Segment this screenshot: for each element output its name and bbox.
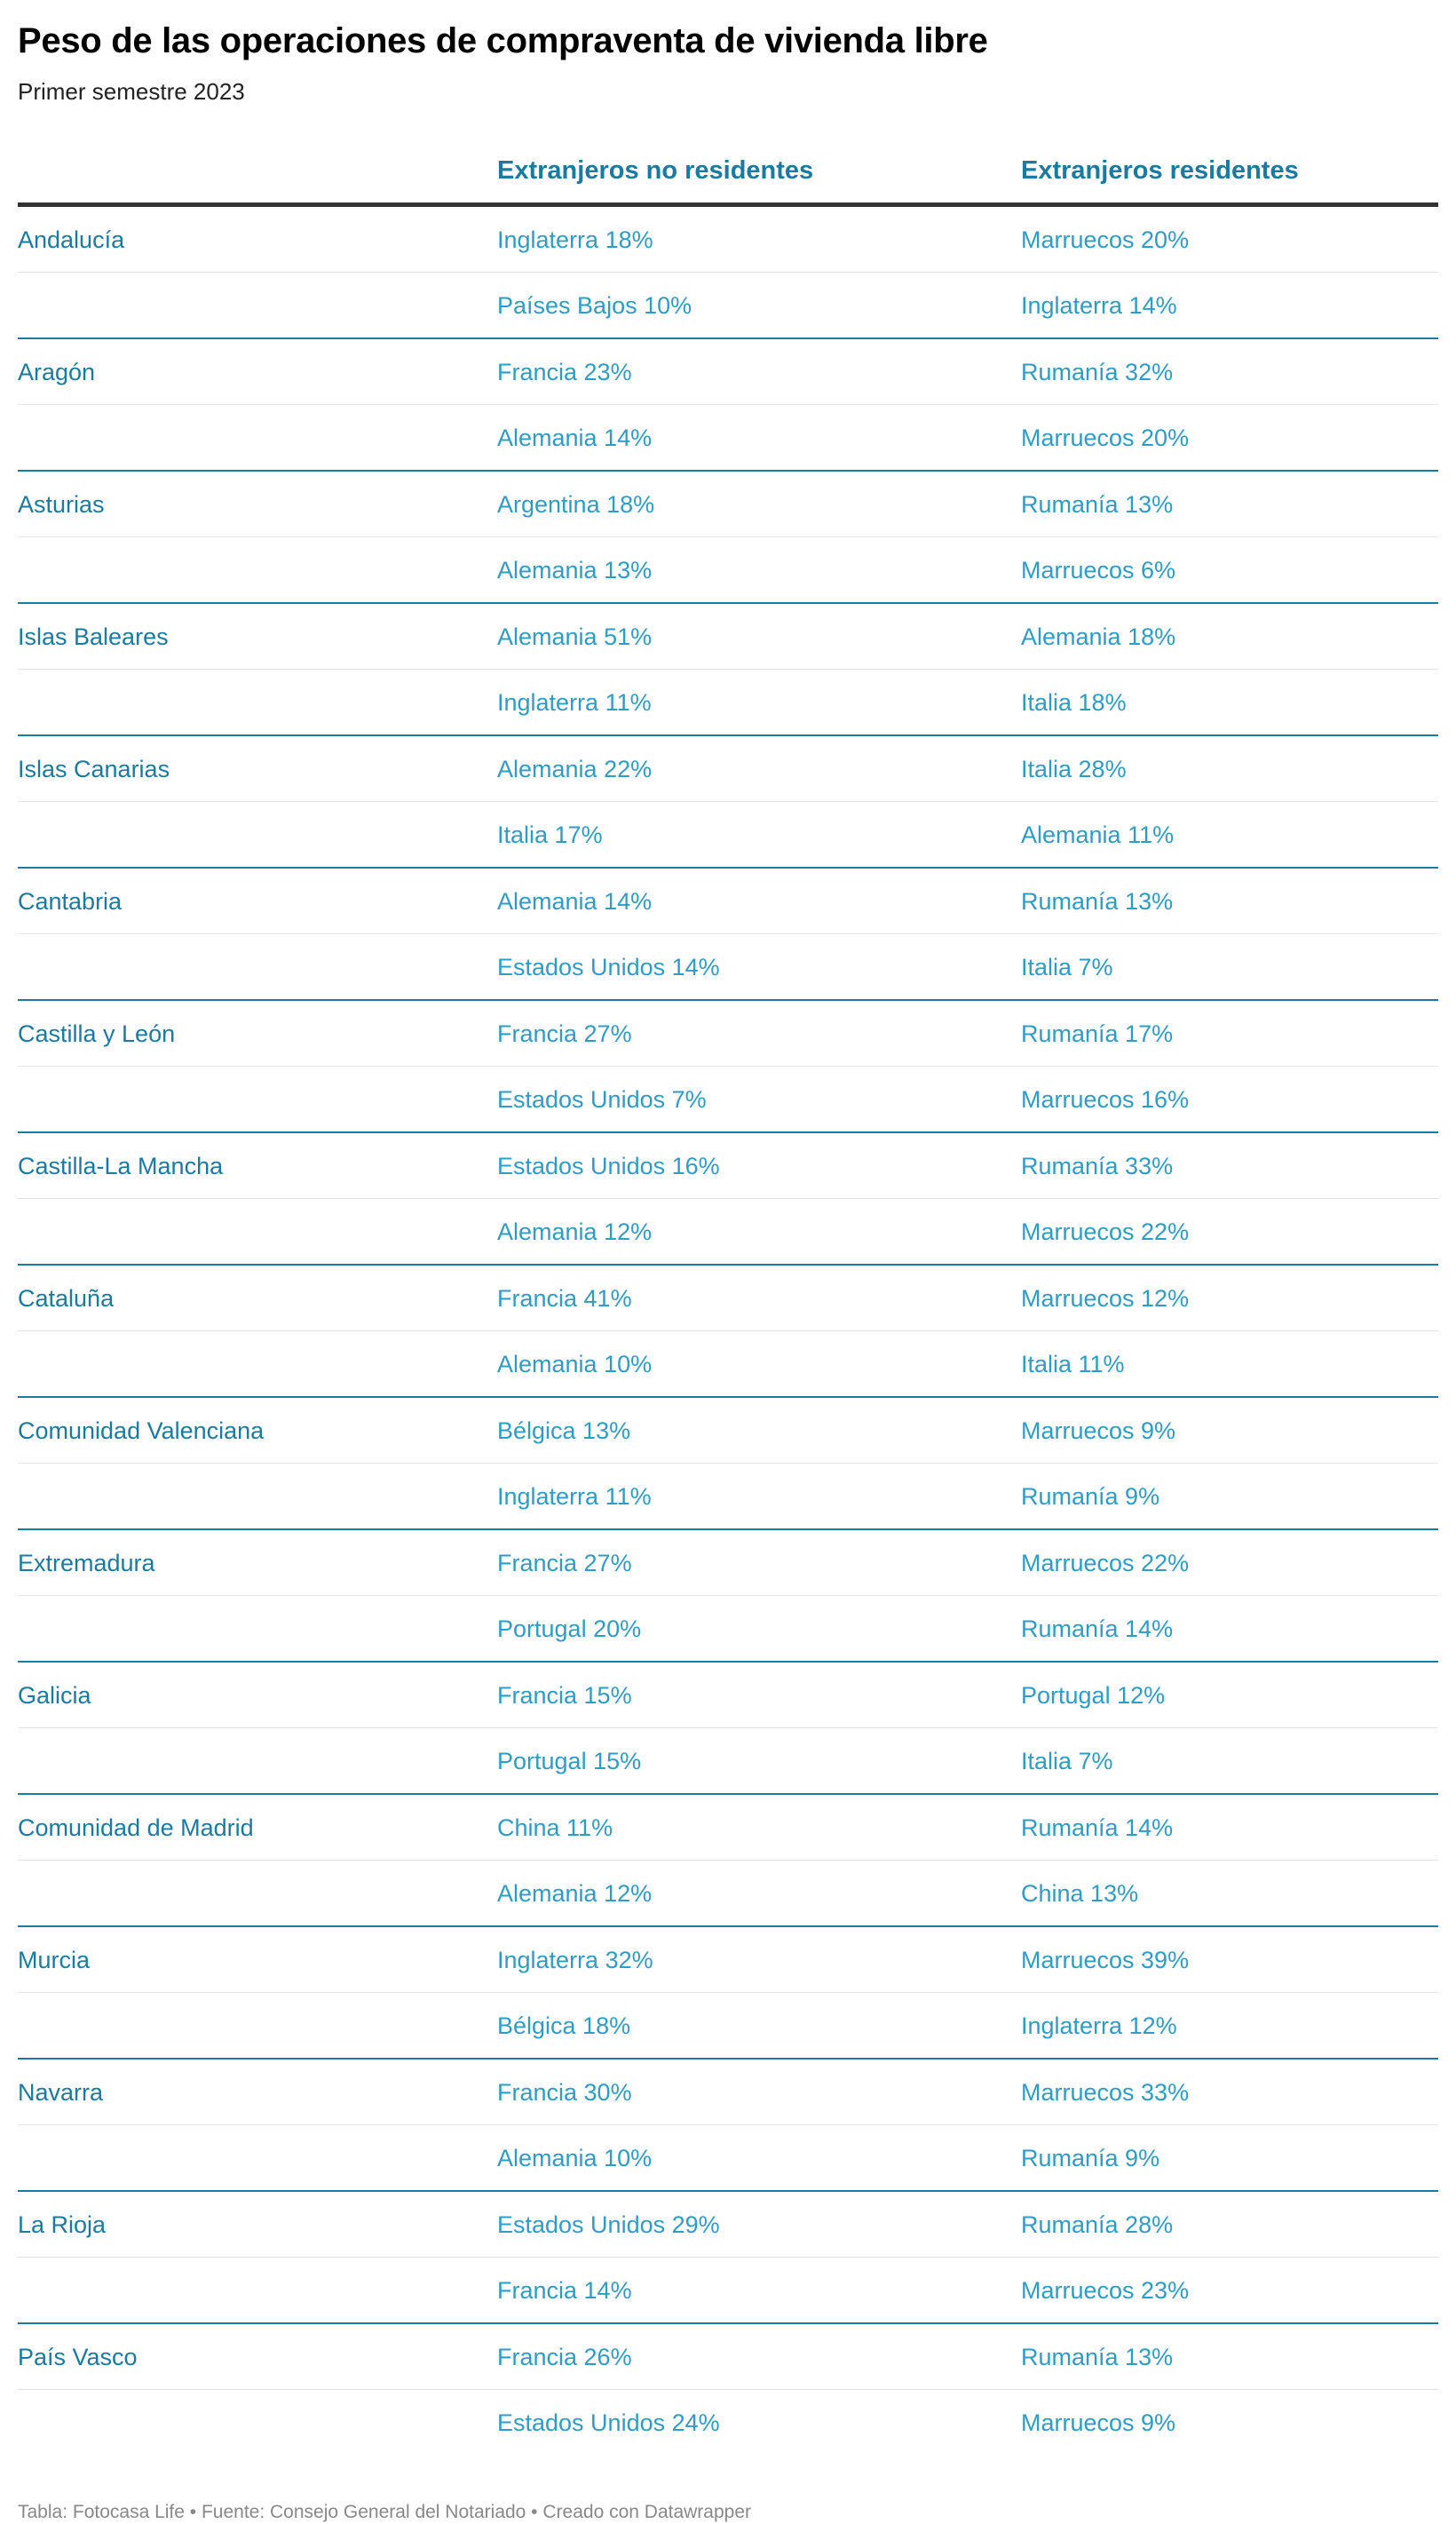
residentes-cell: Marruecos 22%	[1021, 1199, 1438, 1266]
no-residentes-cell: Francia 30%	[497, 2059, 1021, 2125]
table-row	[18, 338, 1438, 405]
region-cell: Castilla y León	[18, 1000, 497, 1067]
no-residentes-cell: Estados Unidos 24%	[497, 2390, 1021, 2456]
no-residentes-cell: Países Bajos 10%	[497, 273, 1021, 339]
region-cell	[18, 273, 497, 339]
region-cell	[18, 2125, 497, 2192]
region-cell	[18, 1464, 497, 1530]
region-cell	[18, 1331, 497, 1398]
table-row	[18, 1926, 1438, 1993]
no-residentes-cell: Francia 27%	[497, 1000, 1021, 1067]
residentes-cell: Rumanía 13%	[1021, 868, 1438, 934]
region-cell: Comunidad de Madrid	[18, 1794, 497, 1861]
region-cell: Cataluña	[18, 1265, 497, 1331]
table-row	[18, 2125, 1438, 2192]
residentes-cell: Rumanía 9%	[1021, 1464, 1438, 1530]
residentes-cell: Marruecos 9%	[1021, 1397, 1438, 1464]
table-row	[18, 1529, 1438, 1596]
residentes-cell: Italia 11%	[1021, 1331, 1438, 1398]
table-row	[18, 1067, 1438, 1133]
no-residentes-cell: Alemania 14%	[497, 405, 1021, 472]
no-residentes-cell: Francia 27%	[497, 1529, 1021, 1596]
region-cell: La Rioja	[18, 2191, 497, 2258]
no-residentes-cell: Portugal 15%	[497, 1728, 1021, 1795]
table-row	[18, 934, 1438, 1001]
residentes-cell: Rumanía 9%	[1021, 2125, 1438, 2192]
table-row	[18, 537, 1438, 604]
residentes-cell: Rumanía 13%	[1021, 471, 1438, 537]
residentes-cell: Rumanía 32%	[1021, 338, 1438, 405]
table-row	[18, 471, 1438, 537]
residentes-cell: Italia 7%	[1021, 934, 1438, 1001]
table-row	[18, 1596, 1438, 1663]
no-residentes-cell: Francia 14%	[497, 2258, 1021, 2324]
no-residentes-cell: Inglaterra 18%	[497, 226, 653, 253]
no-residentes-cell: Francia 15%	[497, 1662, 1021, 1728]
region-cell	[18, 2390, 497, 2456]
header-row	[18, 139, 1438, 205]
residentes-cell: Marruecos 20%	[1021, 405, 1438, 472]
table-row	[18, 1464, 1438, 1530]
no-residentes-cell: Estados Unidos 29%	[497, 2191, 1021, 2258]
residentes-cell: Rumanía 13%	[1021, 2323, 1438, 2390]
table-row	[18, 1861, 1438, 1927]
residentes-cell: Inglaterra 12%	[1021, 1993, 1438, 2060]
residentes-cell: Italia 28%	[1021, 735, 1438, 802]
no-residentes-cell: Francia 23%	[497, 338, 1021, 405]
table-row	[18, 735, 1438, 802]
table-row	[18, 273, 1438, 339]
residentes-cell: Italia 7%	[1021, 1728, 1438, 1795]
region-cell	[18, 802, 497, 869]
no-residentes-cell: Alemania 10%	[497, 2125, 1021, 2192]
region-cell	[18, 1728, 497, 1795]
table-row	[18, 1132, 1438, 1199]
region-cell	[18, 1861, 497, 1927]
region-cell: País Vasco	[18, 2323, 497, 2390]
residentes-cell: Marruecos 6%	[1021, 537, 1438, 604]
no-residentes-cell: Estados Unidos 7%	[497, 1067, 1021, 1133]
no-residentes-cell: Alemania 14%	[497, 868, 1021, 934]
header-residentes: Extranjeros residentes	[1021, 139, 1438, 205]
chart-footer: Tabla: Fotocasa Life • Fuente: Consejo General del Notariado • Creado con Datawrapper	[18, 2502, 752, 2522]
region-cell: Murcia	[18, 1926, 497, 1993]
residentes-cell: Marruecos 23%	[1021, 2258, 1438, 2324]
region-cell: Castilla-La Mancha	[18, 1132, 497, 1199]
residentes-cell: Rumanía 33%	[1021, 1132, 1438, 1199]
no-residentes-cell: Alemania 12%	[497, 1199, 1021, 1266]
no-residentes-cell: Francia 26%	[497, 2323, 1021, 2390]
residentes-cell: Rumanía 17%	[1021, 1000, 1438, 1067]
table-row	[18, 1331, 1438, 1398]
residentes-cell: Inglaterra 14%	[1021, 273, 1438, 339]
table-row	[18, 405, 1438, 472]
region-cell	[18, 1993, 497, 2060]
residentes-cell: Italia 18%	[1021, 670, 1438, 736]
table-row	[18, 2323, 1438, 2390]
region-cell: Navarra	[18, 2059, 497, 2125]
table-row	[18, 2191, 1438, 2258]
header-region	[18, 139, 497, 205]
region-cell: Asturias	[18, 471, 497, 537]
residentes-cell: Marruecos 9%	[1021, 2390, 1438, 2456]
region-cell: Extremadura	[18, 1529, 497, 1596]
table-row	[18, 802, 1438, 869]
table-row	[18, 603, 1438, 670]
no-residentes-cell: Francia 41%	[497, 1265, 1021, 1331]
table-row	[18, 1993, 1438, 2060]
no-residentes-cell: Alemania 10%	[497, 1331, 1021, 1398]
no-residentes-cell: Estados Unidos 14%	[497, 934, 1021, 1001]
no-residentes-cell: Argentina 18%	[497, 471, 1021, 537]
no-residentes-cell: Inglaterra 11%	[497, 670, 1021, 736]
no-residentes-cell: Alemania 13%	[497, 537, 1021, 604]
chart-container	[18, 0, 1438, 2524]
no-residentes-cell: Alemania 22%	[497, 735, 1021, 802]
table-row	[18, 2390, 1438, 2456]
table-row	[18, 1662, 1438, 1728]
residentes-cell: Marruecos 39%	[1021, 1926, 1438, 1993]
table-row	[18, 1728, 1438, 1795]
no-residentes-cell: Alemania 51%	[497, 603, 1021, 670]
region-cell: Comunidad Valenciana	[18, 1397, 497, 1464]
table-row	[18, 1794, 1438, 1861]
no-residentes-cell: Bélgica 18%	[497, 1993, 1021, 2060]
no-residentes-cell: Portugal 20%	[497, 1596, 1021, 1663]
residentes-cell: Portugal 12%	[1021, 1662, 1438, 1728]
region-cell: Cantabria	[18, 868, 497, 934]
residentes-cell: Marruecos 22%	[1021, 1529, 1438, 1596]
table-row	[18, 670, 1438, 736]
table-row	[18, 1397, 1438, 1464]
no-residentes-cell: Inglaterra 32%	[497, 1926, 1021, 1993]
region-cell	[18, 2258, 497, 2324]
region-cell	[18, 1067, 497, 1133]
no-residentes-cell: Italia 17%	[497, 802, 1021, 869]
region-cell: Islas Canarias	[18, 735, 497, 802]
residentes-cell: Marruecos 12%	[1021, 1265, 1438, 1331]
table-row	[18, 2059, 1438, 2125]
no-residentes-cell: Estados Unidos 16%	[497, 1132, 1021, 1199]
residentes-cell: Marruecos 20%	[1021, 226, 1190, 253]
region-cell: Aragón	[18, 338, 497, 405]
region-cell: Islas Baleares	[18, 603, 497, 670]
table-row	[18, 2258, 1438, 2324]
residentes-cell: Marruecos 33%	[1021, 2059, 1438, 2125]
no-residentes-cell: Bélgica 13%	[497, 1397, 1021, 1464]
residentes-cell: Alemania 11%	[1021, 802, 1438, 869]
table-row	[18, 868, 1438, 934]
region-cell	[18, 1596, 497, 1663]
table-body	[18, 205, 1438, 2456]
residentes-cell: Rumanía 28%	[1021, 2191, 1438, 2258]
chart-title: Peso de las operaciones de compraventa de vivienda libre	[18, 21, 988, 60]
residentes-cell: China 13%	[1021, 1861, 1438, 1927]
table-row	[18, 1265, 1438, 1331]
region-cell	[18, 670, 497, 736]
table-row	[18, 1199, 1438, 1266]
no-residentes-cell: Inglaterra 11%	[497, 1464, 1021, 1530]
residentes-cell: Rumanía 14%	[1021, 1596, 1438, 1663]
table-row	[18, 205, 1438, 273]
residentes-cell: Alemania 18%	[1021, 603, 1438, 670]
region-cell	[18, 537, 497, 604]
residentes-cell: Rumanía 14%	[1021, 1794, 1438, 1861]
no-residentes-cell: China 11%	[497, 1794, 1021, 1861]
chart-subtitle: Primer semestre 2023	[18, 78, 245, 105]
residentes-cell: Marruecos 16%	[1021, 1067, 1438, 1133]
no-residentes-cell: Alemania 12%	[497, 1861, 1021, 1927]
data-table	[18, 139, 1438, 2455]
region-cell: Andalucía	[18, 226, 125, 253]
region-cell	[18, 1199, 497, 1266]
region-cell	[18, 405, 497, 472]
region-cell: Galicia	[18, 1662, 497, 1728]
header-no-residentes: Extranjeros no residentes	[497, 139, 1021, 205]
region-cell	[18, 934, 497, 1001]
table-row	[18, 1000, 1438, 1067]
